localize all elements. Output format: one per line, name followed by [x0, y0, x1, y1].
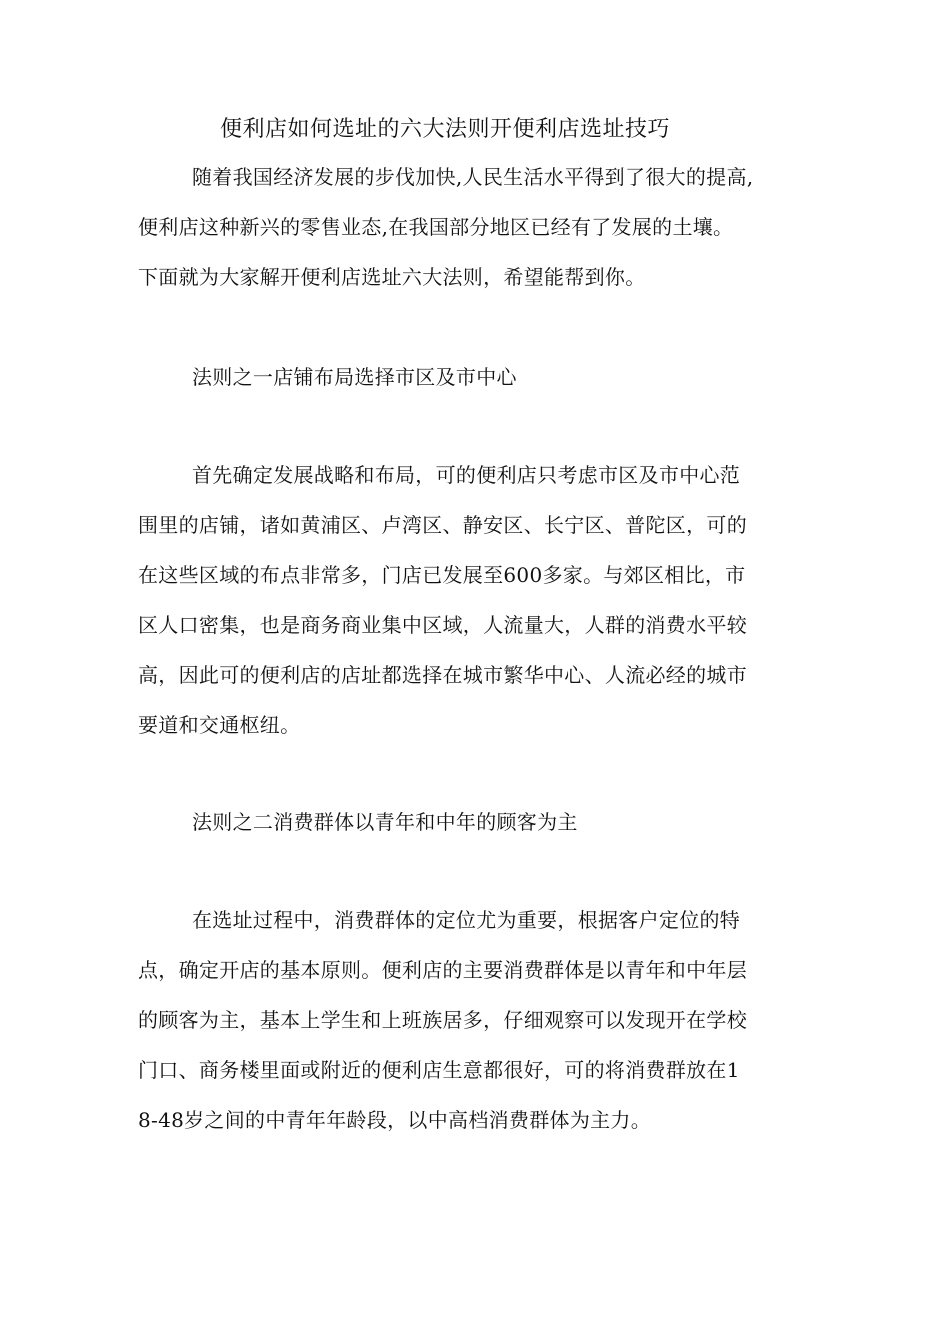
paragraph-line: 围里的店铺，诸如黄浦区、卢湾区、静安区、长宁区、普陀区，可的	[138, 513, 747, 537]
paragraph-line: 区人口密集，也是商务商业集中区域，人流量大，人群的消费水平较	[138, 613, 747, 637]
paragraph-line: 首先确定发展战略和布局，可的便利店只考虑市区及市中心范	[192, 463, 741, 487]
paragraph-line: 要道和交通枢纽。	[138, 713, 301, 737]
document-title: 便利店如何选址的六大法则开便利店选址技巧	[220, 117, 671, 142]
section-2-paragraph	[138, 895, 828, 1145]
paragraph-line: 下面就为大家解开便利店选址六大法则，希望能帮到你。	[138, 265, 646, 289]
paragraph-line: 在这些区域的布点非常多，门店已发展至600多家。与郊区相比，市	[138, 563, 746, 587]
paragraph-line: 高，因此可的便利店的店址都选择在城市繁华中心、人流必经的城市	[138, 663, 747, 687]
intro-paragraph	[138, 152, 828, 302]
section-1-paragraph	[138, 450, 828, 750]
paragraph-line: 门口、商务楼里面或附近的便利店生意都很好，可的将消费群放在1	[138, 1058, 740, 1082]
paragraph-line: 的顾客为主，基本上学生和上班族居多，仔细观察可以发现开在学校	[138, 1008, 747, 1032]
paragraph-line: 随着我国经济发展的步伐加快,人民生活水平得到了很大的提高,	[192, 165, 754, 189]
section-heading-1: 法则之一店铺布局选择市区及市中心	[192, 365, 517, 389]
section-heading-2: 法则之二消费群体以青年和中年的顾客为主	[192, 810, 578, 834]
paragraph-line: 8-48岁之间的中青年年龄段，以中高档消费群体为主力。	[138, 1108, 652, 1132]
paragraph-line: 在选址过程中，消费群体的定位尤为重要，根据客户定位的特	[192, 908, 741, 932]
paragraph-line: 点，确定开店的基本原则。便利店的主要消费群体是以青年和中年层	[138, 958, 747, 982]
paragraph-line: 便利店这种新兴的零售业态,在我国部分地区已经有了发展的土壤。	[138, 215, 734, 239]
